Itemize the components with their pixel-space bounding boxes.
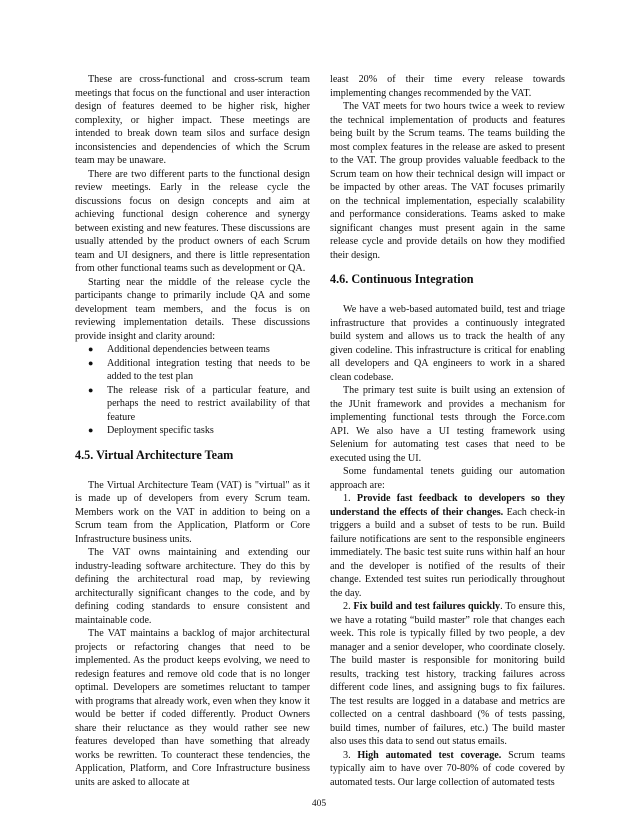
paragraph: Starting near the middle of the release cycle the participants change to primarily include QA and some development team members, and the focus is on reviewing implementation details. These discussions provide insight and clarity around: — [75, 276, 310, 342]
section-heading-vat: 4.5. Virtual Architecture Team — [75, 447, 234, 462]
bullet-icon: ● — [88, 357, 94, 368]
paragraph: The Virtual Architecture Team (VAT) is "virtual" as it is made up of developers from every Scrum team. Members work on the VAT in addition to being on a Scrum team from the Application, Platform or Core Infrastructure business units. — [75, 479, 310, 545]
bullet-icon: ● — [88, 425, 94, 435]
left-column — [75, 73, 310, 789]
paragraph: The VAT maintains a backlog of major architectural projects or refactoring changes that need to be implemented. As the product keeps evolving, we need to redesign features and remove old code that is no longer optimal. Developers are sometimes reluctant to tamper with programs that already work, even when they know it would be better if coded differently. Product Owners share their reluctance as they would rather see new features developed than have something that already works be rewritten. To counteract these tendencies, the Application, Platform, and Core Infrastructure business units are asked to allocate at — [75, 628, 310, 788]
right-column — [330, 73, 565, 789]
paragraph: Some fundamental tenets guiding our automation approach are: — [330, 466, 565, 491]
paragraph: There are two different parts to the functional design review meetings. Early in the release cycle the discussions focus on design concepts and aim at achieving functional design coherence and synergy between existing and new features. These discussions are usually attended by the product owners of each Scrum team and UI designers, and there is little representation from other functional teams such as development or QA. — [75, 168, 310, 274]
paragraph: The VAT meets for two hours twice a week to review the technical implementation of products and features being built by the Scrum teams. The teams building the most complex features in the release are asked to present to the VAT. The group provides valuable feedback to the Scrum team on how their technical design will impact or be impacted by other areas. The VAT focuses primarily on the technical implementation, especially scalability and performance considerations. Teams asked to make significant changes must present again in the same release cycle and provide details on how they modified their design. — [330, 101, 565, 261]
tenet-2: 2. Fix build and test failures quickly. To ensure this, we have a rotating “build master” role that changes each week. This role is typically filled by two people, a dev manager and a senior developer, who coordinate closely. The build master is responsible for monitoring build results, tracking test history, tracking failures across different code lines, and assigning bugs to fix failures. The test results are logged in a database and metrics are collected on a central dashboard (% of tests passing, build times, number of failures, etc.) The build master also uses this data to send out status emails. — [330, 601, 566, 747]
tenet-3-title: High automated test coverage. — [357, 749, 502, 761]
tenet-1: 1. Provide fast feedback to developers so they understand the effects of their changes. Each check-in triggers a build and a subset of tests to be run. Build failure notifications are sent to the responsible engineers immediately. The basic test suite runs within half an hour and the developer is notified of the results of their change. Extended test suites run periodically throughout the day. — [330, 493, 566, 599]
bullet-list — [75, 343, 310, 438]
tenet-1-title: Provide fast feedback to developers so they understand the effects of their changes. — [330, 493, 565, 518]
bullet-icon: ● — [88, 384, 94, 395]
paragraph: The VAT owns maintaining and extending our industry-leading software architecture. They do this by defining the architectural road map, by reviewing architecturally significant changes to the code, and by defining coding standards to ensure consistent and maintainable code. — [75, 547, 310, 626]
paragraph: We have a web-based automated build, test and triage infrastructure that provides a continuously integrated build system and allows us to track the health of any given codeline. This infrastructure is critical for enabling all developers and QA engineers to work in a shared clean codebase. — [330, 304, 565, 383]
paragraph: These are cross-functional and cross-scrum team meetings that focus on the functional and user interaction design of features deemed to be higher risk, higher complexity, or higher impact. These meetings are intended to break down team silos and surface design inconsistencies and dependencies of which the Scrum team may be unaware. — [75, 74, 310, 166]
list-item: ● Additional dependencies between teams — [88, 344, 270, 355]
section-heading-ci: 4.6. Continuous Integration — [330, 272, 474, 286]
paragraph: The primary test suite is built using an extension of the JUnit framework and provides a mechanism for implementing functional tests through the Force.com API. We also have a UI testing framework using Selenium for automating test cases that need to be executed using the UI. — [330, 385, 565, 464]
list-item: ● Additional integration testing that needs to be added to the test plan — [88, 357, 310, 382]
bullet-icon: ● — [88, 344, 94, 354]
list-item: ● Deployment specific tasks — [88, 425, 214, 436]
tenet-2-title: Fix build and test failures quickly — [353, 601, 501, 612]
list-item: ● The release risk of a particular feature, and perhaps the need to restrict availability of that feature — [88, 384, 310, 423]
paragraph: least 20% of their time every release towards implementing changes recommended by the VAT. — [330, 74, 565, 99]
tenet-3: 3. High automated test coverage. Scrum teams typically aim to have over 70-80% of code covered by automated tests. Our large collection of automated tests — [330, 749, 566, 788]
page-number: 405 — [311, 799, 327, 809]
